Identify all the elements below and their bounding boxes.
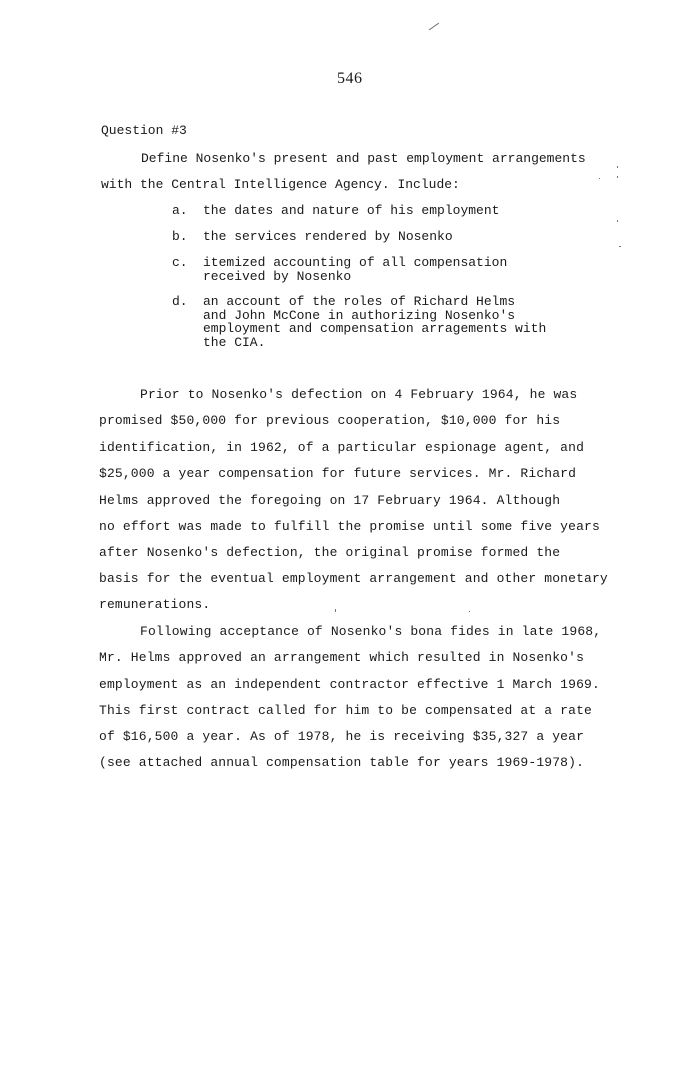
scan-mark xyxy=(617,176,618,178)
scan-mark xyxy=(469,611,470,612)
body-line: $25,000 a year compensation for future services. Mr. Richard xyxy=(99,466,577,481)
body-line: (see attached annual compensation table for years 1969-1978). xyxy=(99,755,585,770)
list-item-text: itemized accounting of all compensation received by Nosenko xyxy=(203,255,508,284)
list-item-text: the services rendered by Nosenko xyxy=(203,229,453,244)
body-line: This first contract called for him to be compensated at a rate xyxy=(99,703,592,718)
list-item-letter: b. xyxy=(172,229,188,244)
list-item-letter: a. xyxy=(172,203,188,218)
body-line: of $16,500 a year. As of 1978, he is receiving $35,327 a year xyxy=(99,729,585,744)
body-line: promised $50,000 for previous cooperation, $10,000 for his xyxy=(99,413,561,428)
body-line: remunerations. xyxy=(99,597,211,612)
list-item-letter: d. xyxy=(172,294,188,309)
scan-mark xyxy=(429,23,439,31)
scan-mark xyxy=(617,166,618,168)
scan-mark xyxy=(335,609,336,612)
scan-mark xyxy=(617,220,618,222)
scan-mark xyxy=(599,178,600,179)
question-label: Question #3 xyxy=(101,123,187,138)
intro-line: Define Nosenko's present and past employment arrangements xyxy=(141,151,586,166)
body-line: Following acceptance of Nosenko's bona fides in late 1968, xyxy=(140,624,602,639)
page-number: 546 xyxy=(337,70,363,87)
body-line: Mr. Helms approved an arrangement which resulted in Nosenko's xyxy=(99,650,585,665)
body-line: identification, in 1962, of a particular espionage agent, and xyxy=(99,440,585,455)
list-item-letter: c. xyxy=(172,255,188,270)
body-line: after Nosenko's defection, the original promise formed the xyxy=(99,545,561,560)
scan-mark xyxy=(619,246,621,247)
list-item-text: an account of the roles of Richard Helms and John McCone in authorizing Nosenko's employment and compensation arragements with the CIA. xyxy=(203,294,547,350)
body-line: basis for the eventual employment arrangement and other monetary xyxy=(99,571,608,586)
list-item-text: the dates and nature of his employment xyxy=(203,203,500,218)
body-line: employment as an independent contractor effective 1 March 1969. xyxy=(99,677,600,692)
body-line: no effort was made to fulfill the promise until some five years xyxy=(99,519,600,534)
body-line: Prior to Nosenko's defection on 4 February 1964, he was xyxy=(140,387,578,402)
body-line: Helms approved the foregoing on 17 February 1964. Although xyxy=(99,493,561,508)
intro-line: with the Central Intelligence Agency. Include: xyxy=(101,177,460,192)
